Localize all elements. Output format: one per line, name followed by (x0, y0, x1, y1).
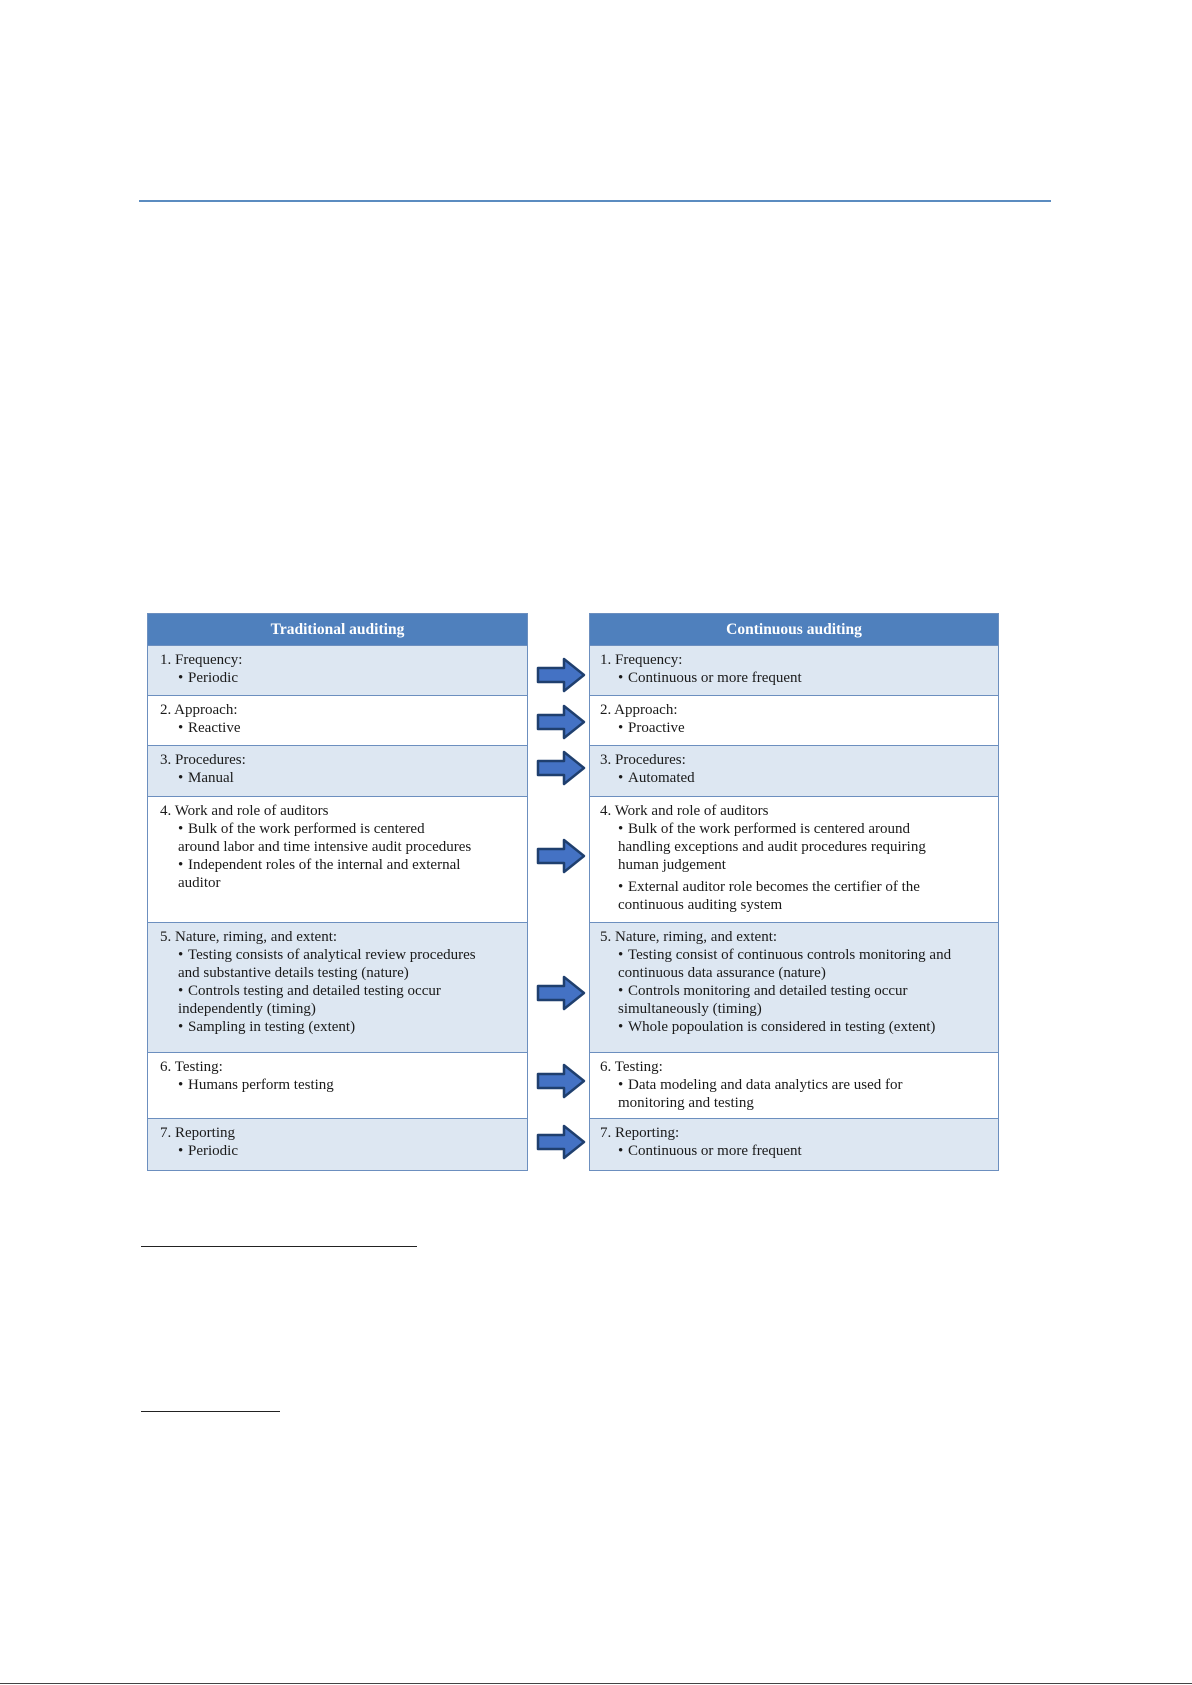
bullet-item: • Proactive (618, 720, 685, 736)
bullet-continuation: continuous auditing system (618, 897, 783, 913)
right-row-frequency (590, 646, 998, 696)
right-row-nature (590, 923, 998, 1053)
bullet-item: • Whole popoulation is considered in testing (extent) (618, 1019, 936, 1035)
row-title: 6. Testing: (600, 1059, 663, 1075)
right-row-reporting (590, 1119, 998, 1170)
row-title: 7. Reporting (160, 1125, 235, 1141)
bullet-continuation: human judgement (618, 857, 726, 873)
header-rule (139, 200, 1051, 202)
bullet-continuation: auditor (178, 875, 221, 891)
row-title: 7. Reporting: (600, 1125, 680, 1141)
bullet-item: • Controls testing and detailed testing occur (178, 983, 441, 999)
bullet-item: • Testing consist of continuous controls monitoring and (618, 947, 952, 963)
left-row-frequency (148, 646, 527, 696)
footer-rule (0, 1683, 1192, 1684)
bullet-item: • Manual (178, 770, 234, 786)
row-title: 1. Frequency: (160, 652, 243, 668)
left-row-procedures (148, 746, 527, 797)
bullet-item: • Data modeling and data analytics are used for (618, 1077, 903, 1093)
left-row-approach (148, 696, 527, 746)
bullet-item: • Bulk of the work performed is centered (178, 821, 425, 837)
bullet-continuation: monitoring and testing (618, 1095, 754, 1111)
bullet-item: • External auditor role becomes the certifier of the (618, 879, 920, 895)
bullet-continuation: and substantive details testing (nature) (178, 965, 409, 981)
traditional-auditing-column (147, 613, 528, 1171)
bullet-continuation: simultaneously (timing) (618, 1001, 762, 1017)
row-title: 5. Nature, riming, and extent: (160, 929, 338, 945)
bullet-item: • Continuous or more frequent (618, 1143, 802, 1159)
right-row-testing (590, 1053, 998, 1119)
right-row-approach (590, 696, 998, 746)
arrow-right-icon (536, 1063, 586, 1099)
underline-rule (141, 1411, 280, 1412)
right-row-work-role (590, 797, 998, 923)
row-title: 1. Frequency: (600, 652, 683, 668)
bullet-item: • Continuous or more frequent (618, 670, 802, 686)
row-title: 5. Nature, riming, and extent: (600, 929, 778, 945)
bullet-item: • Controls monitoring and detailed testing occur (618, 983, 908, 999)
bullet-item: • Independent roles of the internal and external (178, 857, 461, 873)
arrow-right-icon (536, 838, 586, 874)
continuous-auditing-header: Continuous auditing (590, 614, 998, 646)
bullet-item: • Automated (618, 770, 695, 786)
row-title: 3. Procedures: (160, 752, 246, 768)
row-title: 2. Approach: (600, 702, 678, 718)
underline-rule (141, 1246, 417, 1247)
bullet-continuation: continuous data assurance (nature) (618, 965, 826, 981)
left-row-testing (148, 1053, 527, 1119)
arrow-right-icon (536, 704, 586, 740)
row-title: 6. Testing: (160, 1059, 223, 1075)
arrow-right-icon (536, 1124, 586, 1160)
arrow-right-icon (536, 657, 586, 693)
traditional-auditing-header: Traditional auditing (148, 614, 527, 646)
bullet-item: • Humans perform testing (178, 1077, 334, 1093)
left-row-nature (148, 923, 527, 1053)
row-title: 4. Work and role of auditors (600, 803, 769, 819)
arrow-right-icon (536, 975, 586, 1011)
bullet-item: • Reactive (178, 720, 241, 736)
continuous-auditing-column (589, 613, 999, 1171)
arrow-right-icon (536, 750, 586, 786)
bullet-continuation: handling exceptions and audit procedures requiring (618, 839, 926, 855)
bullet-continuation: around labor and time intensive audit procedures (178, 839, 472, 855)
row-title: 2. Approach: (160, 702, 238, 718)
bullet-item: • Periodic (178, 670, 238, 686)
bullet-item: • Periodic (178, 1143, 238, 1159)
bullet-item: • Testing consists of analytical review procedures (178, 947, 476, 963)
row-title: 4. Work and role of auditors (160, 803, 329, 819)
left-row-work-role (148, 797, 527, 923)
bullet-item: • Sampling in testing (extent) (178, 1019, 356, 1035)
bullet-continuation: independently (timing) (178, 1001, 316, 1017)
left-row-reporting (148, 1119, 527, 1170)
right-row-procedures (590, 746, 998, 797)
bullet-item: • Bulk of the work performed is centered around (618, 821, 910, 837)
row-title: 3. Procedures: (600, 752, 686, 768)
